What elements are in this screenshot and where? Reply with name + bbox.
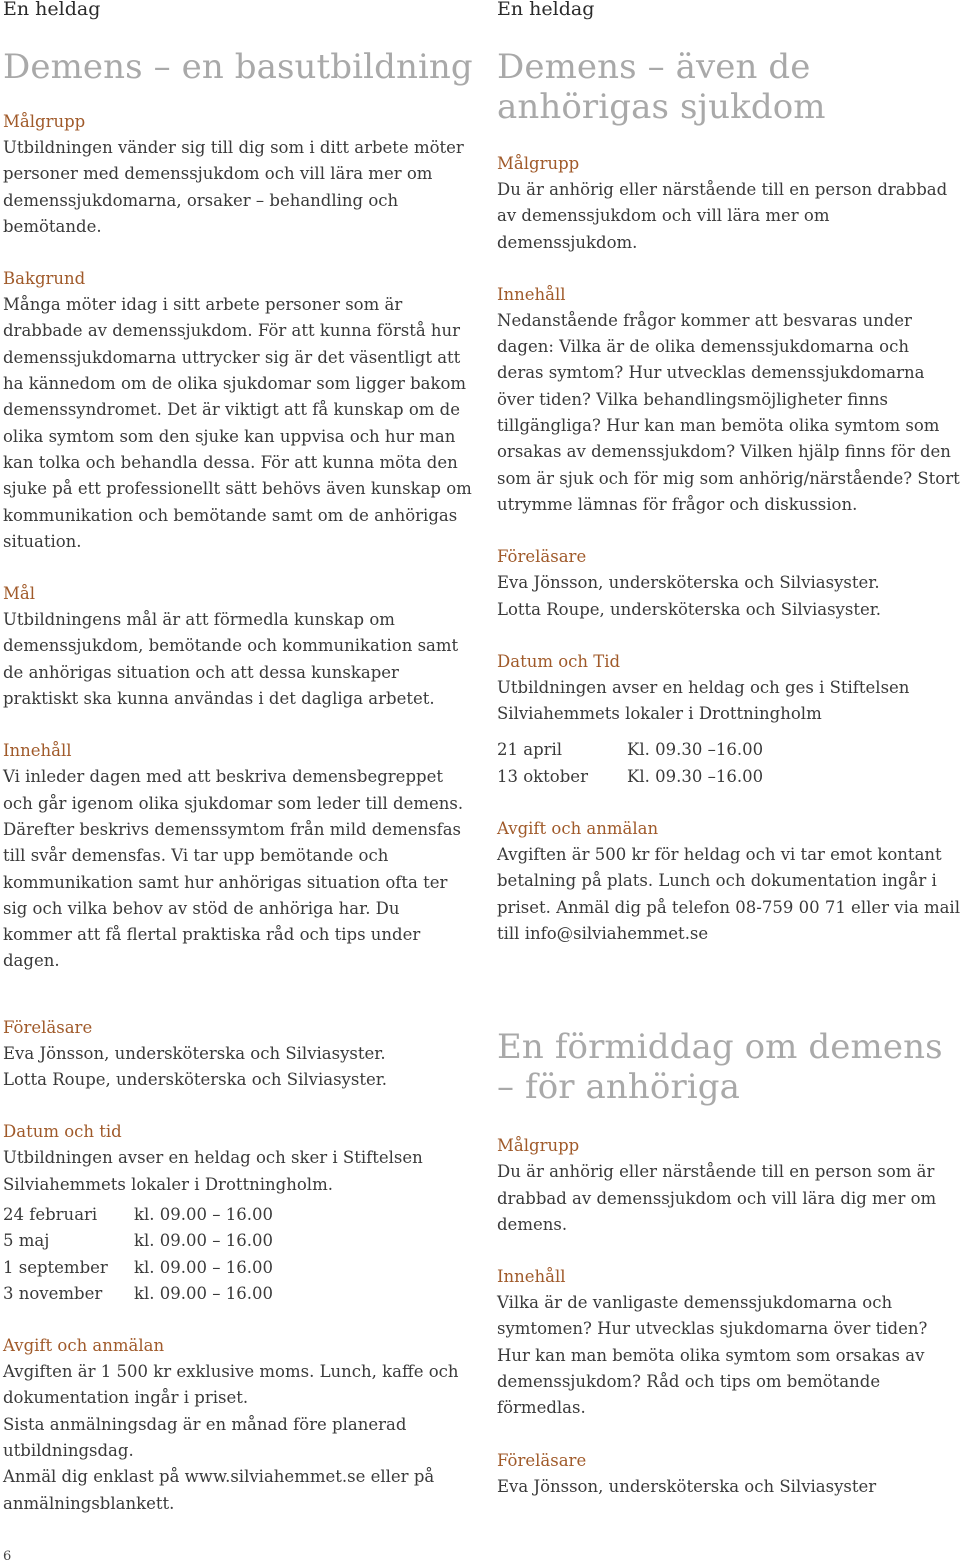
date-cell: 13 oktober: [497, 766, 588, 786]
section-title: En förmiddag om demens – för anhöriga: [497, 1027, 943, 1108]
mal-text: Utbildningens mål är att förmedla kunskap om demenssjukdom, bemötande och kommunikation samt de anhörigas situation och att dessa kunskaper praktiskt ska kunna användas i det dagliga arbetet.: [3, 610, 459, 709]
innehall-heading: Innehåll: [497, 284, 566, 304]
date-row: [497, 737, 763, 763]
date-table: [497, 737, 763, 790]
innehall-text: Vi inleder dagen med att beskriva demensbegreppet och går igenom olika sjukdomar som leder till demens. Därefter beskrivs demenssymtom från mild demensfas till svår demensfas. Vi tar upp bemötande och kommunikation samt hur anhörigas situation ofta ter sig och vilka behov av stöd de anhöriga har. Du kommer att få flertal praktiska råd och tips under dagen.: [3, 767, 464, 971]
date-row: [3, 1281, 273, 1307]
innehall-text: Nedanstående frågor kommer att besvaras under dagen: Vilka är de olika demenssjukdomarna och deras symtom? Hur utvecklas demenssjukdomarna över tiden? Vilka behandlingsmöjligheter finns tillgängliga? Hur kan man bemöta olika symtom som orsakas av demenssjukdom? Vilken hjälp finns för den som är sjuk och för mig som anhörig/närstående? Stort utrymme lämnas för frågor och diskussion.: [497, 310, 960, 514]
date-cell: 1 september: [3, 1257, 108, 1277]
page-number: 6: [3, 1549, 12, 1564]
datum-text: Utbildningen avser en heldag och ges i Stiftelsen Silviahemmets lokaler i Drottningholm: [497, 677, 910, 724]
malgrupp-heading: Målgrupp: [3, 112, 86, 131]
datum-heading: Datum och tid: [3, 1122, 122, 1142]
time-cell: kl. 09.00 – 16.00: [134, 1283, 273, 1303]
kicker: En heldag: [497, 0, 595, 20]
forelasare-heading: Föreläsare: [497, 547, 587, 567]
forelasare-line: Eva Jönsson, undersköterska och Silviasyster.: [3, 1043, 386, 1063]
avgift-heading: Avgift och anmälan: [497, 819, 659, 839]
bakgrund-heading: Bakgrund: [3, 269, 86, 289]
time-cell: Kl. 09.30 –16.00: [627, 740, 764, 760]
page-title: Demens – även de anhörigas sjukdom: [497, 47, 826, 127]
innehall-text: Vilka är de vanligaste demenssjukdomarna och symtomen? Hur utvecklas sjukdomarna över tiden? Hur kan man bemöta olika symtom som orsakas av demenssjukdom? Råd och tips om bemötande förmedlas.: [497, 1293, 928, 1418]
left-column: [3, 0, 473, 1517]
malgrupp-text: Du är anhörig eller närstående till en person drabbad av demenssjukdom och vill lära mer om demenssjukdom.: [497, 180, 948, 252]
time-cell: kl. 09.00 – 16.00: [134, 1231, 273, 1251]
avgift-line: Sista anmälningsdag är en månad före planerad utbildningsdag.: [3, 1414, 407, 1460]
malgrupp-text: Du är anhörig eller närstående till en person som är drabbad av demenssjukdom och vill lära dig mer om demens.: [497, 1162, 937, 1234]
date-cell: 21 april: [497, 740, 563, 760]
datum-text: Utbildningen avser en heldag och sker i Stiftelsen Silviahemmets lokaler i Drottningholm.: [3, 1148, 423, 1194]
avgift-line: Anmäl dig enklast på www.silviahemmet.se eller på anmälningsblankett.: [3, 1467, 435, 1513]
forelasare-heading: Föreläsare: [3, 1017, 93, 1037]
date-row: [3, 1228, 273, 1254]
malgrupp-heading: Målgrupp: [497, 154, 580, 173]
forelasare-heading: Föreläsare: [497, 1450, 587, 1470]
forelasare-text: Eva Jönsson, undersköterska och Silviasyster: [497, 1476, 877, 1496]
innehall-heading: Innehåll: [497, 1267, 566, 1287]
page-title: Demens – en basutbildning: [3, 47, 473, 87]
mal-heading: Mål: [3, 584, 36, 604]
forelasare-line: Lotta Roupe, undersköterska och Silviasyster.: [497, 599, 882, 619]
datum-heading: Datum och Tid: [497, 651, 621, 671]
right-column: [497, 0, 960, 1500]
date-row: [3, 1255, 273, 1281]
date-cell: 5 maj: [3, 1231, 50, 1251]
date-cell: 24 februari: [3, 1204, 98, 1224]
avgift-text: Avgiften är 500 kr för heldag och vi tar emot kontant betalning på plats. Lunch och dokumentation ingår i priset. Anmäl dig på telefon 08-759 00 71 eller via mail till info@silviahemmet.se: [497, 845, 960, 943]
date-row: [497, 764, 763, 790]
forelasare-line: Eva Jönsson, undersköterska och Silviasyster.: [497, 573, 880, 593]
time-cell: kl. 09.00 – 16.00: [134, 1257, 273, 1277]
date-row: [3, 1202, 273, 1228]
avgift-line: Avgiften är 1 500 kr exklusive moms. Lunch, kaffe och dokumentation ingår i priset.: [3, 1362, 459, 1408]
date-cell: 3 november: [3, 1283, 103, 1303]
forelasare-line: Lotta Roupe, undersköterska och Silviasyster.: [3, 1070, 388, 1090]
date-table: [3, 1202, 273, 1307]
kicker: En heldag: [3, 0, 101, 20]
bakgrund-text: Många möter idag i sitt arbete personer som är drabbade av demenssjukdom. För att kunna förstå hur demenssjukdomarna uttrycker sig är det väsentligt att ha kännedom om de olika sjukdomar som ligger bakom demenssyndromet. Det är viktigt att få kunskap om de olika symtom som den sjuke kan uppvisa och hur man kan tolka och behandla dessa. För att kunna möta den sjuke på ett professionellt sätt behövs även kunskap om kommunikation och bemötande samt om de anhörigas situation.: [3, 295, 472, 551]
malgrupp-heading: Målgrupp: [497, 1136, 580, 1156]
time-cell: kl. 09.00 – 16.00: [134, 1204, 273, 1224]
avgift-heading: Avgift och anmälan: [3, 1336, 165, 1356]
time-cell: Kl. 09.30 –16.00: [627, 766, 764, 786]
innehall-heading: Innehåll: [3, 741, 72, 761]
malgrupp-text: Utbildningen vänder sig till dig som i ditt arbete möter personer med demenssjukdom och vill lära mer om demenssjukdomarna, orsaker – behandling och bemötande.: [3, 138, 464, 236]
